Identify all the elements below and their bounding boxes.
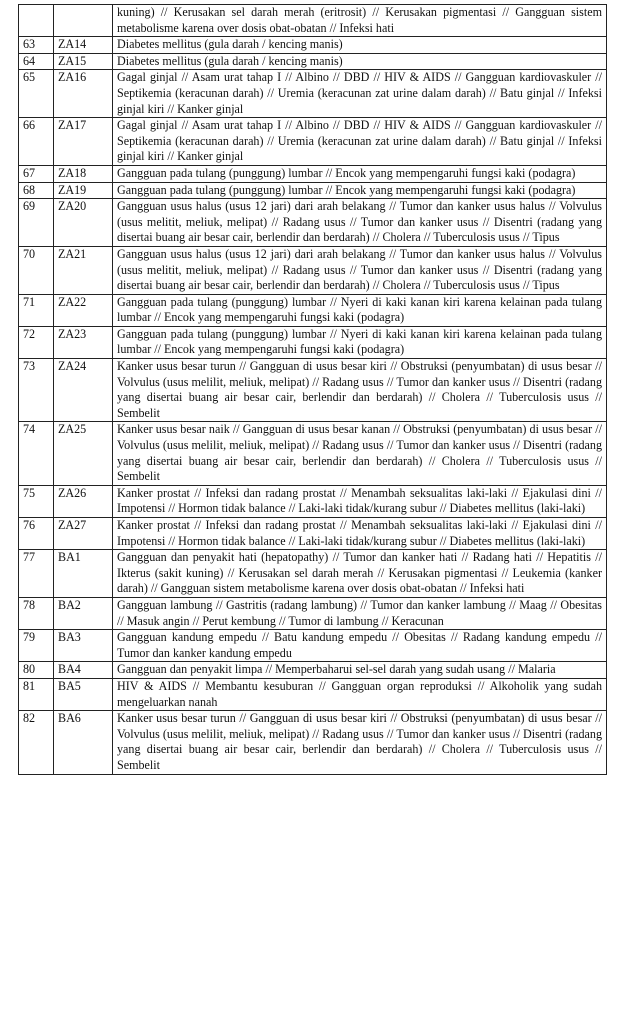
row-description: Kanker usus besar naik // Gangguan di usus besar kanan // Obstruksi (penyumbatan) di usus besar // Volvulus (usus melilit, meliuk, melipat) // Radang usus // Tumor dan kanker usus // Disentri (radang yang disertai buang air besar cair, berlendir dan berdarah) // Cholera // Tuberculosis usus // Sembelit bbox=[113, 422, 607, 485]
row-code: ZA21 bbox=[54, 246, 113, 294]
row-description: Gagal ginjal // Asam urat tahap I // Albino // DBD // HIV & AIDS // Gangguan kardiovaskuler // Septikemia (keracunan darah) // Uremia (keracunan zat urine dalam darah) // Batu ginjal // Infeksi ginjal kiri // Kanker ginjal bbox=[113, 118, 607, 166]
row-number: 74 bbox=[19, 422, 54, 485]
row-number: 69 bbox=[19, 199, 54, 247]
row-number: 72 bbox=[19, 326, 54, 358]
row-description: Gangguan usus halus (usus 12 jari) dari arah belakang // Tumor dan kanker usus halus // Volvulus (usus melitit, meliuk, melipat) // Radang usus // Tumor dan kanker usus // Disentri (radang yang disertai buang air besar cair, berlendir dan berdarah) // Cholera // Tuberculosis usus // Tipus bbox=[113, 246, 607, 294]
row-code: ZA19 bbox=[54, 182, 113, 199]
table-row bbox=[19, 53, 607, 70]
row-code bbox=[54, 5, 113, 37]
table-row bbox=[19, 118, 607, 166]
row-number: 65 bbox=[19, 70, 54, 118]
row-description: kuning) // Kerusakan sel darah merah (eritrosit) // Kerusakan pigmentasi // Gangguan sistem metabolisme karena over dosis obat-obatan // Infeksi hati bbox=[113, 5, 607, 37]
row-number: 70 bbox=[19, 246, 54, 294]
table-row bbox=[19, 199, 607, 247]
table-row bbox=[19, 662, 607, 679]
row-description: Gangguan pada tulang (punggung) lumbar // Nyeri di kaki kanan kiri karena kelainan pada tulang lumbar // Encok yang mempengaruhi fungsi kaki (podagra) bbox=[113, 294, 607, 326]
table-row bbox=[19, 5, 607, 37]
table-row bbox=[19, 711, 607, 774]
row-code: BA6 bbox=[54, 711, 113, 774]
table-row bbox=[19, 37, 607, 54]
row-code: ZA17 bbox=[54, 118, 113, 166]
row-number: 80 bbox=[19, 662, 54, 679]
row-code: BA1 bbox=[54, 550, 113, 598]
row-code: ZA27 bbox=[54, 518, 113, 550]
row-description: Kanker usus besar turun // Gangguan di usus besar kiri // Obstruksi (penyumbatan) di usus besar // Volvulus (usus melilit, meliuk, melipat) // Radang usus // Tumor dan kanker usus // Disentri (radang yang disertai buang air besar cair, berlendir dan berdarah) // Cholera // Tuberculosis usus // Sembelit bbox=[113, 711, 607, 774]
row-description: Gangguan lambung // Gastritis (radang lambung) // Tumor dan kanker lambung // Maag // Obesitas // Masuk angin // Perut kembung // Tumor di lambung // Keracunan bbox=[113, 597, 607, 629]
table-row bbox=[19, 518, 607, 550]
row-description: Gangguan kandung empedu // Batu kandung empedu // Obesitas // Radang kandung empedu // Tumor dan kanker kandung empedu bbox=[113, 630, 607, 662]
row-description: Gangguan usus halus (usus 12 jari) dari arah belakang // Tumor dan kanker usus halus // Volvulus (usus melitit, meliuk, melipat) // Radang usus // Tumor dan kanker usus // Disentri (radang yang disertai buang air besar cair, berlendir dan berdarah) // Cholera // Tuberculosis usus // Tipus bbox=[113, 199, 607, 247]
row-number: 82 bbox=[19, 711, 54, 774]
row-description: Diabetes mellitus (gula darah / kencing manis) bbox=[113, 53, 607, 70]
document-page bbox=[18, 4, 607, 775]
row-description: Gangguan pada tulang (punggung) lumbar // Encok yang mempengaruhi fungsi kaki (podagra) bbox=[113, 165, 607, 182]
row-code: BA4 bbox=[54, 662, 113, 679]
row-number: 76 bbox=[19, 518, 54, 550]
table-row bbox=[19, 294, 607, 326]
row-description: Gangguan pada tulang (punggung) lumbar // Nyeri di kaki kanan kiri karena kelainan pada tulang lumbar // Encok yang mempengaruhi fungsi kaki (podagra) bbox=[113, 326, 607, 358]
row-code: ZA18 bbox=[54, 165, 113, 182]
row-code: ZA20 bbox=[54, 199, 113, 247]
table-row bbox=[19, 326, 607, 358]
row-description: Gangguan dan penyakit hati (hepatopathy) // Tumor dan kanker hati // Radang hati // Hepatitis // Ikterus (sakit kuning) // Kerusakan sel darah merah // Kerusakan pigmentasi // Leukemia (kanker darah) // Gangguan sistem metabolisme karena over dosis obat-obatan // Infeksi hati bbox=[113, 550, 607, 598]
row-description: Gangguan pada tulang (punggung) lumbar // Encok yang mempengaruhi fungsi kaki (podagra) bbox=[113, 182, 607, 199]
table-body bbox=[19, 5, 607, 775]
row-description: Gangguan dan penyakit limpa // Memperbaharui sel-sel darah yang sudah usang // Malaria bbox=[113, 662, 607, 679]
table-row bbox=[19, 550, 607, 598]
table-row bbox=[19, 359, 607, 422]
row-description: Kanker prostat // Infeksi dan radang prostat // Menambah seksualitas laki-laki // Ejakulasi dini // Impotensi // Hormon tidak balance // Laki-laki tidak/kurang subur // Diabetes mellitus (laki-laki) bbox=[113, 485, 607, 517]
row-code: BA2 bbox=[54, 597, 113, 629]
row-number: 67 bbox=[19, 165, 54, 182]
row-number: 79 bbox=[19, 630, 54, 662]
table-row bbox=[19, 165, 607, 182]
row-number: 68 bbox=[19, 182, 54, 199]
row-number: 75 bbox=[19, 485, 54, 517]
row-code: ZA25 bbox=[54, 422, 113, 485]
row-number: 71 bbox=[19, 294, 54, 326]
row-code: ZA26 bbox=[54, 485, 113, 517]
row-number: 78 bbox=[19, 597, 54, 629]
row-code: ZA15 bbox=[54, 53, 113, 70]
row-code: ZA24 bbox=[54, 359, 113, 422]
row-number: 73 bbox=[19, 359, 54, 422]
disease-code-table bbox=[18, 4, 607, 775]
row-code: BA3 bbox=[54, 630, 113, 662]
row-number: 81 bbox=[19, 678, 54, 710]
row-description: HIV & AIDS // Membantu kesuburan // Gangguan organ reproduksi // Alkoholik yang sudah mengeluarkan nanah bbox=[113, 678, 607, 710]
row-number: 77 bbox=[19, 550, 54, 598]
row-description: Kanker prostat // Infeksi dan radang prostat // Menambah seksualitas laki-laki // Ejakulasi dini // Impotensi // Hormon tidak balance // Laki-laki tidak/kurang subur // Diabetes mellitus (laki-laki) bbox=[113, 518, 607, 550]
table-row bbox=[19, 597, 607, 629]
row-number: 64 bbox=[19, 53, 54, 70]
row-number: 63 bbox=[19, 37, 54, 54]
row-description: Gagal ginjal // Asam urat tahap I // Albino // DBD // HIV & AIDS // Gangguan kardiovaskuler // Septikemia (keracunan darah) // Uremia (keracunan zat urine dalam darah) // Batu ginjal // Infeksi ginjal kiri // Kanker ginjal bbox=[113, 70, 607, 118]
row-code: BA5 bbox=[54, 678, 113, 710]
row-code: ZA23 bbox=[54, 326, 113, 358]
table-row bbox=[19, 678, 607, 710]
table-row bbox=[19, 246, 607, 294]
row-code: ZA22 bbox=[54, 294, 113, 326]
row-description: Kanker usus besar turun // Gangguan di usus besar kiri // Obstruksi (penyumbatan) di usus besar // Volvulus (usus melilit, meliuk, melipat) // Radang usus // Tumor dan kanker usus // Disentri (radang yang disertai buang air besar cair, berlendir dan berdarah) // Cholera // Tuberculosis usus // Sembelit bbox=[113, 359, 607, 422]
table-row bbox=[19, 630, 607, 662]
row-code: ZA14 bbox=[54, 37, 113, 54]
row-description: Diabetes mellitus (gula darah / kencing manis) bbox=[113, 37, 607, 54]
table-row bbox=[19, 422, 607, 485]
table-row bbox=[19, 70, 607, 118]
table-row bbox=[19, 182, 607, 199]
row-number: 66 bbox=[19, 118, 54, 166]
row-number bbox=[19, 5, 54, 37]
row-code: ZA16 bbox=[54, 70, 113, 118]
table-row bbox=[19, 485, 607, 517]
